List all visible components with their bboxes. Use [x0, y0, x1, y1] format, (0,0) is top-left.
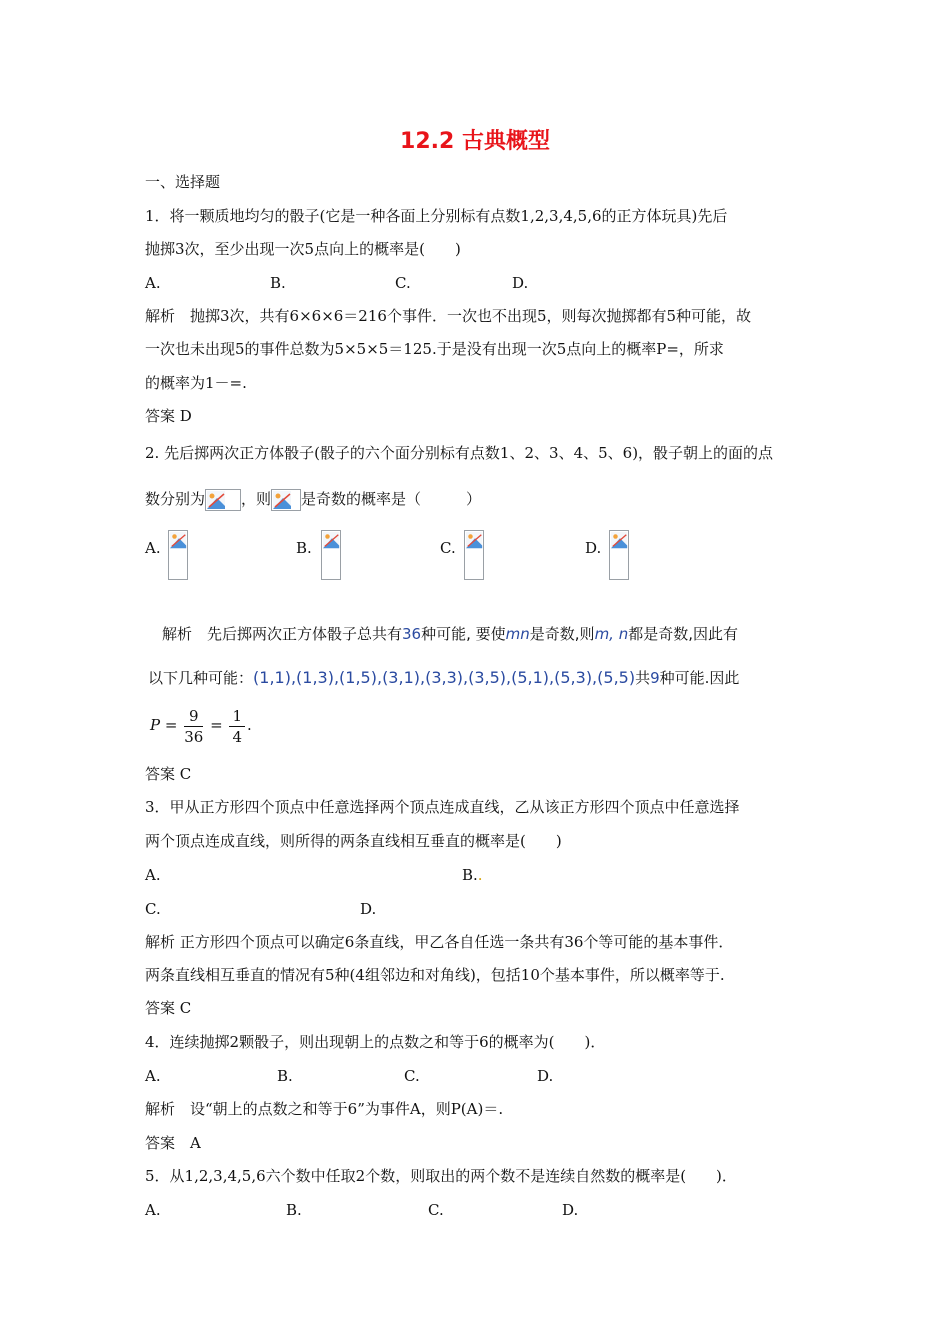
q3-stem-line2: 两个顶点连成直线，则所得的两条直线相互垂直的概率是( ) — [145, 832, 562, 850]
q2-stem-text-a: 数分别为 — [145, 490, 206, 508]
q1-stem-line2: 抛掷3次，至少出现一次5点向上的概率是( ) — [145, 240, 461, 258]
q1-answer: 答案 D — [145, 407, 192, 425]
q3-analysis-line1: 解析 正方形四个顶点可以确定6条直线，甲乙各自任选一条共有36个等可能的基本事件． — [145, 933, 734, 951]
q1-stem-line1: 1．将一颗质地均匀的骰子(它是一种各面上分别标有点数1,2,3,4,5,6的正方体玩具)先后 — [145, 207, 728, 225]
broken-image-icon — [205, 489, 241, 511]
q3-option-d: D. — [360, 900, 377, 918]
q1-analysis-line1: 解析 抛掷3次，共有6×6×6＝216个事件．一次也不出现5，则每次抛掷都有5种可能，故 — [145, 307, 752, 325]
q1-option-a: A. — [145, 274, 161, 292]
q1-option-c: C. — [395, 274, 411, 292]
q4-analysis-line1: 解析 设“朝上的点数之和等于6”为事件A，则P(A)＝. — [145, 1100, 504, 1118]
broken-image-icon — [168, 530, 188, 580]
q3-analysis-line2: 两条直线相互垂直的情况有5种(4组邻边和对角线)，包括10个基本事件，所以概率等于. — [145, 966, 725, 984]
q5-option-a: A. — [145, 1201, 161, 1219]
q4-option-c: C. — [404, 1067, 420, 1085]
q4-answer: 答案 A — [145, 1134, 201, 1152]
q3-option-a: A. — [145, 866, 161, 884]
broken-image-icon — [609, 530, 629, 580]
fraction-1-4: $\frac{1}{4}$ — [229, 706, 245, 747]
broken-image-icon — [464, 530, 484, 580]
q2-option-d: D. — [585, 539, 602, 557]
fraction-9-36: $\frac{9}{36}$ — [184, 706, 204, 746]
q4-option-d: D. — [537, 1067, 554, 1085]
q1-option-b: B. — [270, 274, 286, 292]
q2-option-c: C. — [440, 539, 456, 557]
q4-option-b: B. — [277, 1067, 293, 1085]
q2-answer: 答案 C — [145, 765, 192, 783]
broken-image-icon — [321, 530, 341, 580]
q3-option-c: C. — [145, 900, 161, 918]
q2-analysis-line2: 以下几种可能：(1,1),(1,3),(1,5),(3,1),(3,3),(3,5),(5,1),(5,3),(5,5)共9种可能.因此 — [148, 668, 740, 687]
broken-image-icon — [271, 489, 301, 511]
q4-stem-line1: 4．连续抛掷2颗骰子，则出现朝上的点数之和等于6的概率为( )． — [145, 1033, 606, 1051]
section-heading: 一、选择题 — [145, 173, 221, 191]
q1-analysis-line2: 一次也未出现5的事件总数为5×5×5＝125.于是没有出现一次5点向上的概率P=，所求 — [145, 340, 724, 358]
q5-option-c: C. — [428, 1201, 444, 1219]
q5-option-b: B. — [286, 1201, 302, 1219]
q2-outcome-list: (1,1),(1,3),(1,5),(3,1),(3,3),(3,5),(5,1),(5,3),(5,5) — [253, 668, 636, 687]
q2-probability-formula: P = $\frac{9}{36}$ = $\frac{1}{4}$ . — [150, 706, 252, 746]
q4-option-a: A. — [145, 1067, 161, 1085]
q2-option-a: A. — [145, 539, 161, 557]
q1-option-d: D. — [512, 274, 529, 292]
q5-stem-line1: 5．从1,2,3,4,5,6六个数中任取2个数，则取出的两个数不是连续自然数的概率是( )． — [145, 1167, 737, 1185]
q2-stem-line2 — [145, 489, 481, 511]
q3-answer: 答案 C — [145, 999, 192, 1017]
page-title: 12.2 古典概型 — [400, 129, 550, 154]
q2-analysis-line1: 解析 先后掷两次正方体骰子总共有36种可能, 要使mn是奇数,则m, n都是奇数,因此有 — [162, 625, 738, 643]
q5-option-d: D. — [562, 1201, 579, 1219]
q2-stem-text-b: ，则 — [241, 490, 272, 508]
q2-option-b: B. — [296, 539, 312, 557]
q3-option-b: B.. — [462, 866, 483, 884]
q1-analysis-line3: 的概率为1－=. — [145, 374, 247, 392]
q2-stem-text-c: 是奇数的概率是（ ） — [301, 490, 482, 508]
q3-stem-line1: 3．甲从正方形四个顶点中任意选择两个顶点连成直线，乙从该正方形四个顶点中任意选择 — [145, 798, 740, 816]
q2-stem-line1: 2. 先后掷两次正方体骰子(骰子的六个面分别标有点数1、2、3、4、5、6)，骰子朝上的面的点 — [145, 444, 774, 462]
